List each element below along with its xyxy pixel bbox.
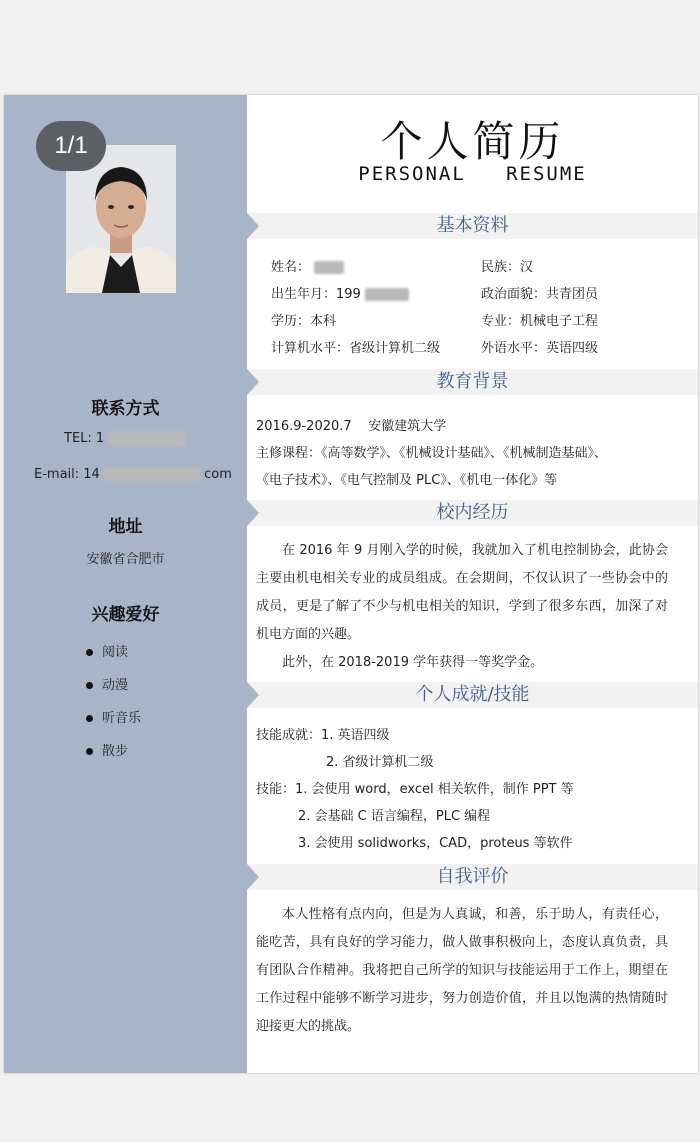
section-basic-title: 基本资料 — [436, 215, 509, 236]
hobby-item: 听音乐 — [86, 709, 141, 742]
section-education-header — [247, 369, 698, 395]
skills-line-3: 技能：1. 会使用 word，excel 相关软件，制作 PPT 等 — [256, 782, 574, 797]
address-value: 安徽省合肥市 — [86, 552, 165, 567]
section-skills-title: 个人成就/技能 — [415, 684, 530, 705]
political-field: 政治面貌：共青团员 — [481, 287, 599, 302]
resume-subtitle: PERSONAL RESUME — [358, 163, 587, 185]
campus-paragraph-2: 此外，在 2018-2019 学年获得一等奖学金。 — [282, 655, 544, 670]
education-field: 学历：本科 — [271, 314, 337, 329]
name-field — [271, 256, 344, 275]
section-campus-title: 校内经历 — [436, 502, 509, 523]
section-self-eval-title: 自我评价 — [436, 866, 509, 887]
birth-redaction — [365, 288, 409, 301]
section-basic-header — [247, 213, 698, 239]
skills-line-4: 2. 会基础 C 语言编程，PLC 编程 — [298, 809, 491, 824]
skills-line-1: 技能成就：1. 英语四级 — [256, 728, 390, 743]
education-period-school: 2016.9-2020.7 安徽建筑大学 — [256, 419, 447, 434]
computer-field: 计算机水平：省级计算机二级 — [271, 341, 441, 356]
skills-line-5: 3. 会使用 solidworks，CAD，proteus 等软件 — [298, 836, 573, 851]
email-suffix: com — [204, 467, 232, 482]
major-field: 专业：机械电子工程 — [481, 314, 599, 329]
contact-heading: 联系方式 — [91, 399, 160, 419]
ethnicity-field: 民族：汉 — [481, 260, 534, 275]
email-label: E-mail: 14 — [34, 467, 100, 482]
address-heading: 地址 — [108, 517, 143, 537]
tel-redaction — [108, 431, 186, 446]
language-field: 外语水平：英语四级 — [481, 341, 599, 356]
resume-title: 个人简历 — [380, 117, 565, 166]
self-eval-paragraph: 本人性格有点内向，但是为人真诚，和善，乐于助人，有责任心，能吃苦，具有良好的学习能力，做人做事积极向上，态度认真负责，具有团队合作精神。我将把自己所学的知识与技能运用于工作上，期望在工作过程中能够不断学习进步，努力创造价值，并且以饱满的热情随时迎接更大的挑战。 — [256, 907, 668, 1034]
section-self-eval-header — [247, 864, 698, 890]
section-campus-header — [247, 500, 698, 526]
education-courses-2: 《电子技术》、《电气控制及 PLC》、《机电一体化》等 — [256, 473, 558, 488]
hobby-item: 阅读 — [86, 643, 141, 676]
email-line — [34, 467, 232, 482]
sidebar — [4, 95, 247, 1073]
page-counter[interactable]: 1/1 — [36, 121, 106, 171]
education-courses-1: 主修课程：《高等数学》、《机械设计基础》、《机械制造基础》、 — [256, 446, 608, 461]
hobby-item: 动漫 — [86, 676, 141, 709]
birth-field — [271, 283, 409, 302]
resume-page — [4, 95, 698, 1073]
campus-paragraph-1: 在 2016 年 9 月刚入学的时候，我就加入了机电控制协会，此协会主要由机电相关专业的成员组成。在会期间，不仅认识了一些协会中的成员，更是了解了不少与机电相关的知识，学到了很多东西，加深了对机电方面的兴趣。 — [256, 543, 668, 642]
skills-line-2: 2. 省级计算机二级 — [326, 755, 434, 770]
tel-line — [64, 431, 186, 446]
email-redaction — [104, 467, 200, 482]
hobbies-list — [86, 643, 141, 775]
name-label: 姓名： — [271, 260, 311, 275]
birth-label: 出生年月：199 — [271, 287, 361, 302]
hobbies-heading: 兴趣爱好 — [91, 605, 160, 625]
tel-label: TEL: 1 — [64, 431, 105, 446]
section-skills-header — [247, 682, 698, 708]
name-redaction — [314, 261, 344, 274]
section-education-title: 教育背景 — [436, 371, 509, 392]
hobby-item: 散步 — [86, 742, 141, 775]
